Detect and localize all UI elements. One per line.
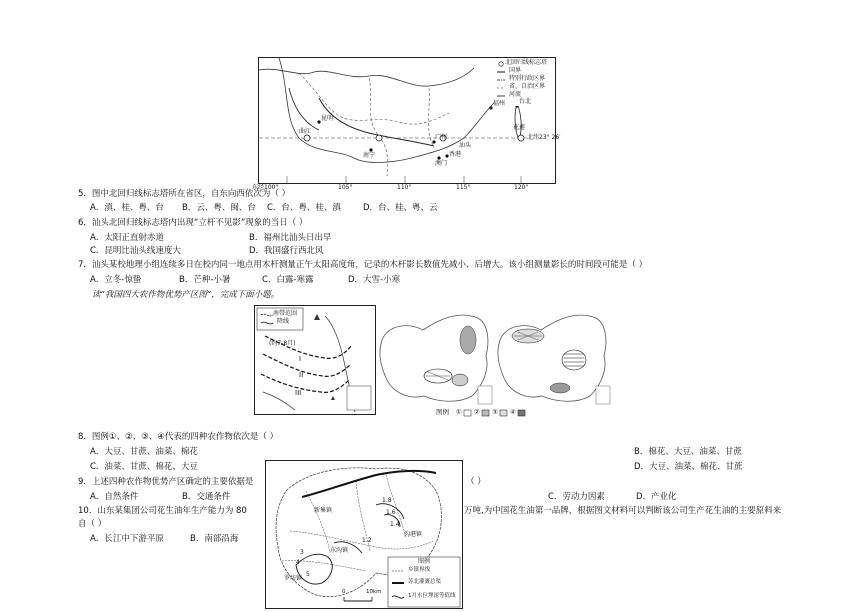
scale-label: 0 [342, 589, 346, 595]
legend-item: ① [456, 408, 462, 416]
question-8: 8．图例①、②、③、④代表的四种农作物依次是（ ） [78, 432, 279, 442]
rainbelt-map-drawing [255, 306, 375, 414]
crop-maps-drawing [378, 300, 618, 418]
answer-paren: 自（ ） [78, 519, 107, 529]
legend-item: ③ [492, 408, 498, 416]
option-a: A．自然条件 [90, 492, 139, 502]
longitude-label: 120° [514, 184, 529, 191]
place-label: 澳门 [435, 160, 448, 167]
question-10-cont: 万吨,为中国花生油第一品牌，根据图文材料可以判断该公司生产花生油的主要原料来 [464, 506, 782, 516]
rainbelt-map [254, 305, 376, 415]
question-9: 9．上述四种农作物优势产区确定的主要依据是 [78, 477, 254, 487]
option-d: D．台、桂、粤、云 [363, 203, 438, 213]
question-6: 6．汕头北回归线标志塔内出现“立杆不见影”现象的当日（ ） [78, 218, 308, 228]
zone-label: II [299, 371, 304, 379]
option-a: A．长江中下游平原 [90, 534, 164, 544]
option-a: A．立冬-惊蛰 [90, 275, 142, 285]
contour-label: 5 [306, 571, 310, 578]
option-b: B．云、粤、闽、台 [182, 203, 256, 213]
option-c: C．劳动力因素 [548, 492, 605, 502]
legend-item: 省、自治区界 [509, 83, 546, 90]
legend-title: 图例 [436, 408, 449, 416]
place-label: 广州 [435, 134, 448, 141]
zone-label: III [295, 389, 302, 397]
question-10: 10．山东某集团公司花生油年生产能力为 80 [78, 506, 247, 516]
town-label: 东沟镇 [330, 547, 349, 554]
place-label: 花莲 [513, 124, 526, 131]
tropic-label: 北纬23° 26′ [527, 134, 561, 141]
longitude-label: 115° [456, 184, 471, 191]
town-label: 沟港镇 [404, 531, 423, 538]
town-label: 新集镇 [314, 507, 333, 514]
legend-item: ④ [510, 408, 516, 416]
option-d: D．大雪-小寒 [348, 275, 401, 285]
legend-item: 国界 [509, 67, 522, 74]
option-b: B．福州比汕头日出早 [249, 233, 332, 243]
scale-label: 10km [366, 589, 382, 595]
place-label: 福州 [493, 100, 506, 107]
place-label: 南宁 [363, 152, 376, 159]
option-c: C．油菜、甘蔗、棉花、大豆 [90, 462, 198, 472]
contour-label: 4 [296, 559, 300, 566]
option-b: B．棉花、大豆、油菜、甘蔗 [634, 447, 742, 457]
place-label: 汕头 [459, 142, 472, 149]
contour-label: 3 [300, 549, 304, 556]
legend-item: 1月水位埋深等值线 [408, 593, 456, 599]
county-map [265, 460, 463, 609]
rain-note: (约7-8月) [269, 340, 296, 347]
longitude-label: 东经100° [252, 184, 279, 191]
option-a: A．滇、桂、粤、台 [90, 203, 164, 213]
zone-label: I [299, 355, 302, 363]
town-label: 罗坊镇 [284, 575, 303, 582]
legend-item: 苏北灌溉总渠 [408, 579, 442, 585]
option-d: D．大豆、油菜、棉花、甘蔗 [634, 462, 743, 472]
contour-label: 1.4 [390, 521, 400, 528]
crop-region-maps [378, 300, 618, 418]
option-b: B．芒种-小暑 [179, 275, 231, 285]
legend-item: ② [474, 408, 480, 416]
tropic-map [258, 57, 561, 184]
legend-item: 北回归线标志塔 [505, 59, 548, 66]
option-c: C．昆明比汕头线速度大 [90, 246, 181, 256]
option-d: D．我国盛行西北风 [249, 246, 324, 256]
legend-title: 图例 [418, 558, 431, 565]
legend-item: 特别行政区界 [509, 75, 546, 82]
reading-intro: 读“我国四大农作物优势产区图”，完成下面小题。 [92, 290, 280, 300]
contour-label: 1.2 [362, 537, 372, 544]
legend-item: 乡镇界线 [408, 567, 431, 573]
legend-item: 河流 [509, 91, 522, 98]
place-label: 台北 [519, 98, 532, 105]
question-5: 5．图中北回归线标志塔所在省区，自东向西依次为（ ） [78, 189, 291, 199]
question-7: 7．汕头某校地理小组连续多日在校内同一地点用木杆测量正午太阳高度角，记录的木杆影长数值先减小、后增大。该小组测量影长的时间段可能是（ ） [78, 260, 648, 270]
option-b: B．南部沿海 [190, 534, 239, 544]
longitude-label: 105° [338, 184, 353, 191]
longitude-label: 110° [397, 184, 412, 191]
option-b: B．交通条件 [182, 492, 231, 502]
option-c: C．白露-寒露 [262, 275, 314, 285]
place-label: 香港 [449, 151, 462, 158]
legend-item: 降线 [277, 318, 290, 325]
option-d: D．产业化 [636, 492, 677, 502]
legend-item: 南带范围 [273, 310, 298, 317]
place-label: 昆明 [321, 115, 334, 122]
contour-label: 1.6 [386, 509, 396, 516]
place-label: 曲江 [299, 128, 312, 135]
contour-label: 1.8 [382, 497, 392, 504]
option-a: A．太阳正直射赤道 [90, 233, 164, 243]
option-a: A．大豆、甘蔗、油菜、棉花 [90, 447, 198, 457]
option-c: C．台、粤、桂、滇 [267, 203, 341, 213]
answer-paren: （ ） [466, 477, 486, 487]
